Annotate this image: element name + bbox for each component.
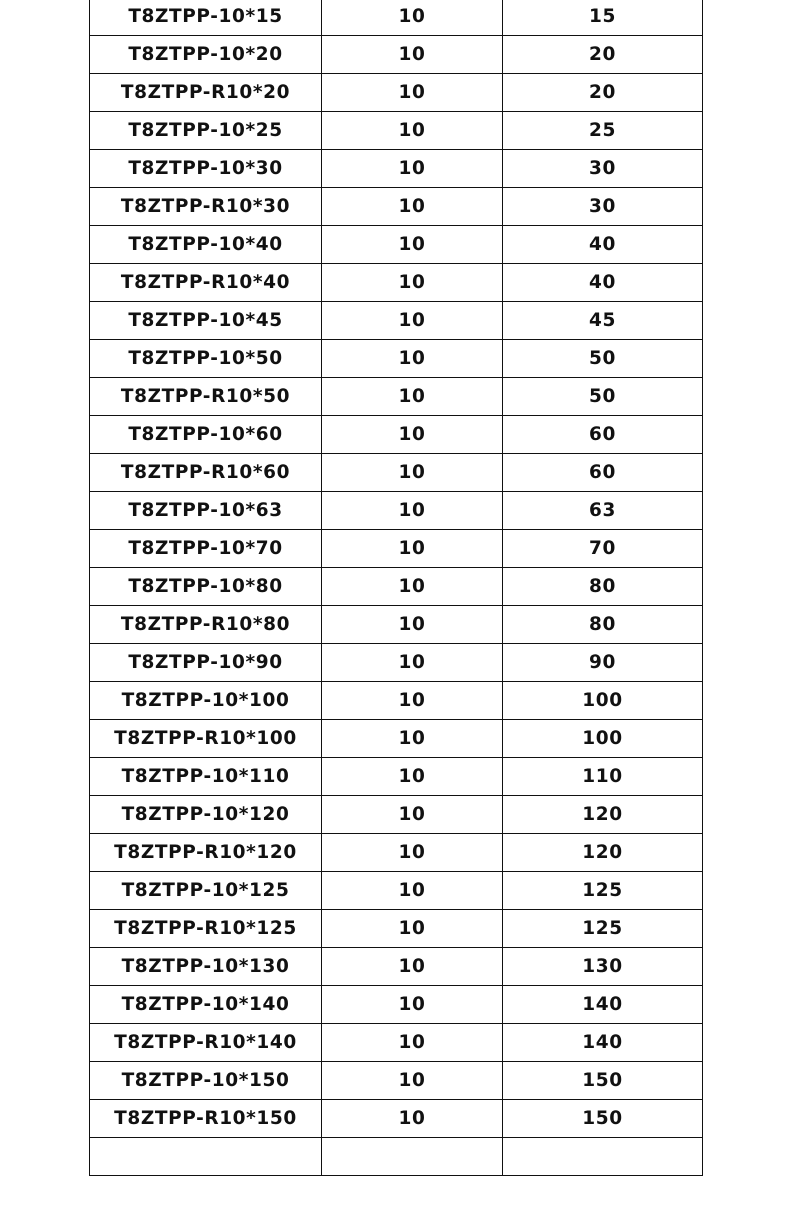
length-cell: 50 (503, 378, 703, 416)
table-row (90, 568, 703, 606)
diameter-cell: 10 (322, 150, 503, 188)
length-cell: 63 (503, 492, 703, 530)
table-row (90, 74, 703, 112)
diameter-cell: 10 (322, 226, 503, 264)
model-cell: T8ZTPP-10*63 (90, 492, 322, 530)
length-cell: 110 (503, 758, 703, 796)
model-cell: T8ZTPP-10*45 (90, 302, 322, 340)
length-cell: 100 (503, 682, 703, 720)
length-cell: 150 (503, 1100, 703, 1138)
diameter-cell: 10 (322, 1062, 503, 1100)
length-cell: 20 (503, 74, 703, 112)
model-cell: T8ZTPP-R10*20 (90, 74, 322, 112)
diameter-cell: 10 (322, 834, 503, 872)
diameter-cell: 10 (322, 1100, 503, 1138)
length-cell: 120 (503, 796, 703, 834)
table-row (90, 36, 703, 74)
length-cell: 70 (503, 530, 703, 568)
table-row (90, 948, 703, 986)
length-cell: 15 (503, 0, 703, 36)
length-cell: 60 (503, 416, 703, 454)
model-cell: T8ZTPP-10*120 (90, 796, 322, 834)
diameter-cell (322, 1138, 503, 1176)
model-cell: T8ZTPP-10*25 (90, 112, 322, 150)
diameter-cell: 10 (322, 910, 503, 948)
length-cell: 125 (503, 872, 703, 910)
table-row (90, 264, 703, 302)
diameter-cell: 10 (322, 758, 503, 796)
length-cell (503, 1138, 703, 1176)
table-row (90, 492, 703, 530)
table-row (90, 606, 703, 644)
diameter-cell: 10 (322, 644, 503, 682)
diameter-cell: 10 (322, 454, 503, 492)
table-row (90, 0, 703, 36)
table-row (90, 416, 703, 454)
model-cell: T8ZTPP-10*15 (90, 0, 322, 36)
model-cell: T8ZTPP-R10*50 (90, 378, 322, 416)
diameter-cell: 10 (322, 986, 503, 1024)
model-cell: T8ZTPP-R10*100 (90, 720, 322, 758)
model-cell: T8ZTPP-10*130 (90, 948, 322, 986)
table-row (90, 834, 703, 872)
length-cell: 40 (503, 264, 703, 302)
model-cell: T8ZTPP-10*70 (90, 530, 322, 568)
model-cell: T8ZTPP-R10*30 (90, 188, 322, 226)
diameter-cell: 10 (322, 796, 503, 834)
length-cell: 130 (503, 948, 703, 986)
length-cell: 140 (503, 1024, 703, 1062)
length-cell: 100 (503, 720, 703, 758)
table-row (90, 758, 703, 796)
model-cell: T8ZTPP-10*140 (90, 986, 322, 1024)
table-row (90, 796, 703, 834)
diameter-cell: 10 (322, 606, 503, 644)
model-cell: T8ZTPP-10*80 (90, 568, 322, 606)
model-cell: T8ZTPP-R10*60 (90, 454, 322, 492)
diameter-cell: 10 (322, 112, 503, 150)
diameter-cell: 10 (322, 492, 503, 530)
diameter-cell: 10 (322, 720, 503, 758)
diameter-cell: 10 (322, 264, 503, 302)
spec-table (89, 0, 703, 1176)
model-cell: T8ZTPP-R10*150 (90, 1100, 322, 1138)
table-row (90, 682, 703, 720)
diameter-cell: 10 (322, 36, 503, 74)
table-row (90, 112, 703, 150)
length-cell: 90 (503, 644, 703, 682)
length-cell: 25 (503, 112, 703, 150)
model-cell: T8ZTPP-10*30 (90, 150, 322, 188)
model-cell: T8ZTPP-10*40 (90, 226, 322, 264)
length-cell: 120 (503, 834, 703, 872)
table-row (90, 1024, 703, 1062)
diameter-cell: 10 (322, 340, 503, 378)
length-cell: 80 (503, 606, 703, 644)
diameter-cell: 10 (322, 378, 503, 416)
table-row (90, 340, 703, 378)
model-cell: T8ZTPP-10*50 (90, 340, 322, 378)
diameter-cell: 10 (322, 1024, 503, 1062)
table-row (90, 530, 703, 568)
diameter-cell: 10 (322, 0, 503, 36)
model-cell: T8ZTPP-R10*80 (90, 606, 322, 644)
model-cell: T8ZTPP-R10*125 (90, 910, 322, 948)
length-cell: 20 (503, 36, 703, 74)
table-row (90, 454, 703, 492)
model-cell: T8ZTPP-10*100 (90, 682, 322, 720)
diameter-cell: 10 (322, 188, 503, 226)
model-cell: T8ZTPP-10*150 (90, 1062, 322, 1100)
model-cell: T8ZTPP-10*60 (90, 416, 322, 454)
table-row (90, 378, 703, 416)
table-row (90, 226, 703, 264)
length-cell: 30 (503, 188, 703, 226)
model-cell: T8ZTPP-10*125 (90, 872, 322, 910)
model-cell: T8ZTPP-R10*140 (90, 1024, 322, 1062)
table-row (90, 1100, 703, 1138)
table-row (90, 1138, 703, 1176)
model-cell: T8ZTPP-R10*40 (90, 264, 322, 302)
length-cell: 50 (503, 340, 703, 378)
diameter-cell: 10 (322, 568, 503, 606)
diameter-cell: 10 (322, 682, 503, 720)
model-cell: T8ZTPP-R10*120 (90, 834, 322, 872)
length-cell: 40 (503, 226, 703, 264)
length-cell: 125 (503, 910, 703, 948)
table-row (90, 150, 703, 188)
model-cell (90, 1138, 322, 1176)
length-cell: 140 (503, 986, 703, 1024)
table-row (90, 910, 703, 948)
diameter-cell: 10 (322, 530, 503, 568)
table-row (90, 644, 703, 682)
length-cell: 45 (503, 302, 703, 340)
table-row (90, 302, 703, 340)
table-row (90, 986, 703, 1024)
model-cell: T8ZTPP-10*110 (90, 758, 322, 796)
diameter-cell: 10 (322, 302, 503, 340)
model-cell: T8ZTPP-10*20 (90, 36, 322, 74)
diameter-cell: 10 (322, 948, 503, 986)
length-cell: 80 (503, 568, 703, 606)
length-cell: 150 (503, 1062, 703, 1100)
diameter-cell: 10 (322, 416, 503, 454)
table-row (90, 188, 703, 226)
table-row (90, 872, 703, 910)
table-row (90, 1062, 703, 1100)
diameter-cell: 10 (322, 74, 503, 112)
length-cell: 30 (503, 150, 703, 188)
diameter-cell: 10 (322, 872, 503, 910)
model-cell: T8ZTPP-10*90 (90, 644, 322, 682)
length-cell: 60 (503, 454, 703, 492)
spec-table-body (90, 0, 703, 1176)
table-row (90, 720, 703, 758)
